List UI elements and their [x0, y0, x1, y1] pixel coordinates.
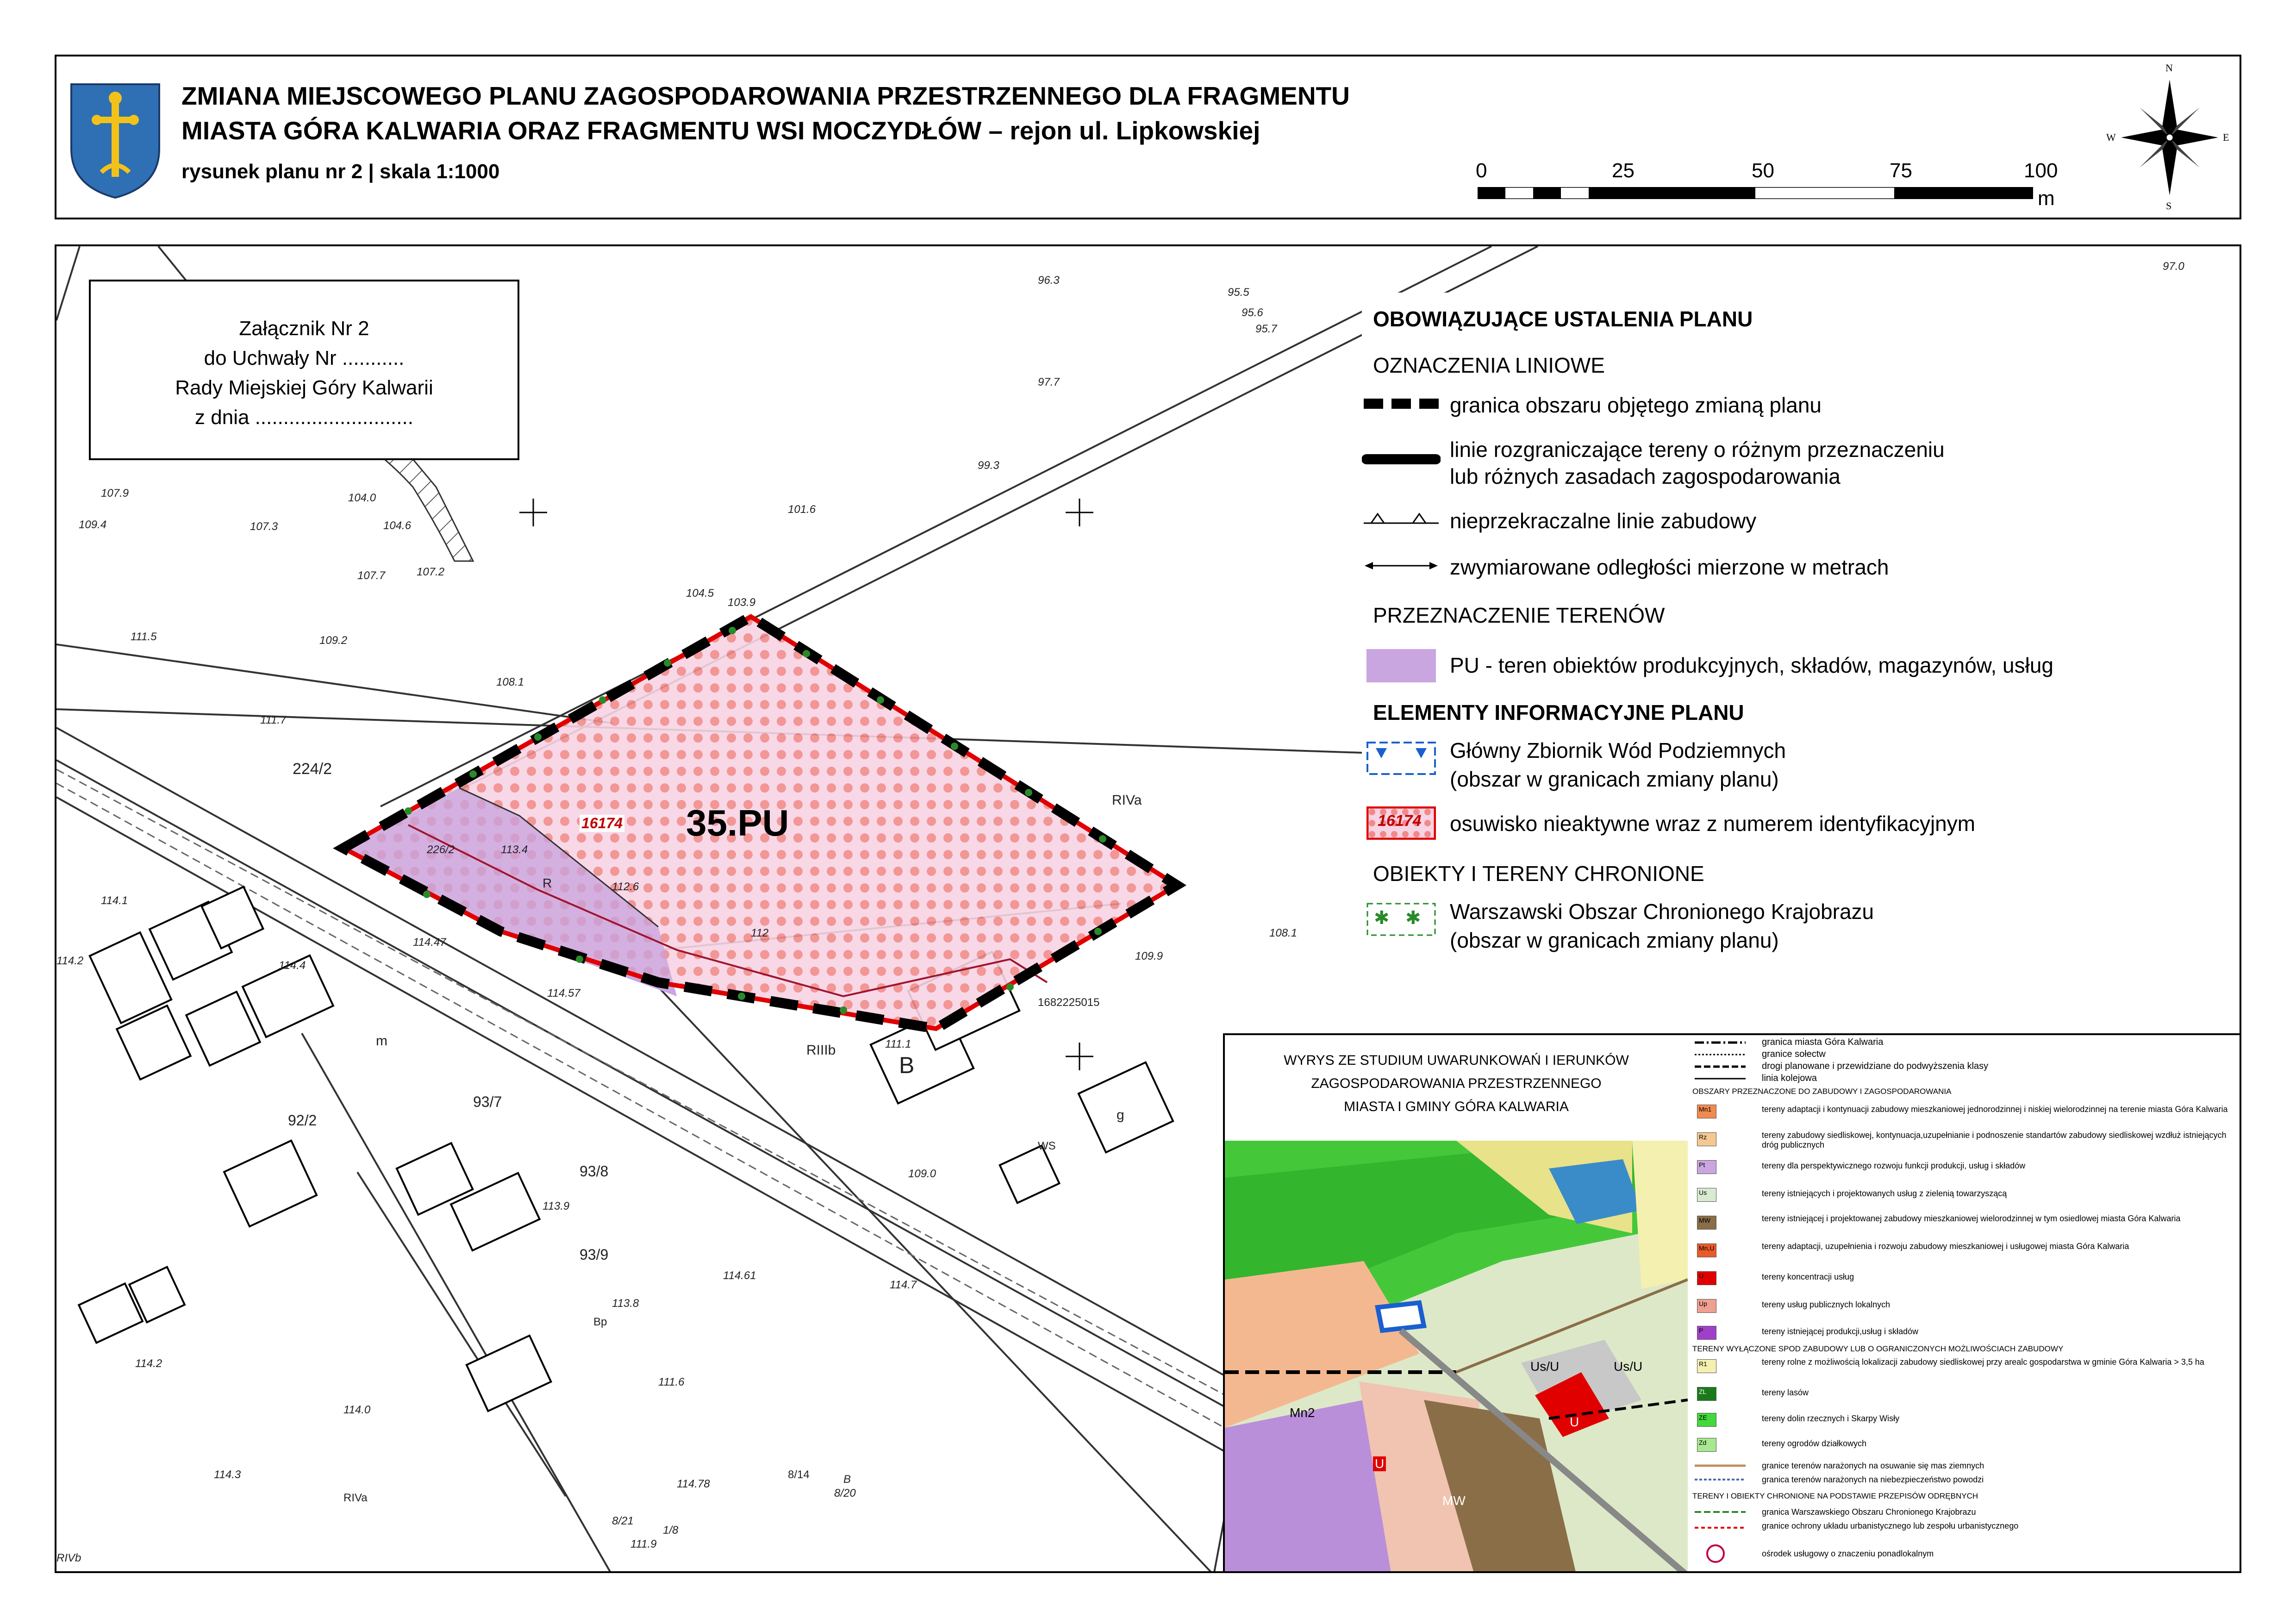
- map-label: g: [1117, 1107, 1124, 1123]
- inset-legend-code: Mn1: [1699, 1106, 1712, 1113]
- inset-zone-label: Mn2: [1290, 1405, 1315, 1420]
- legend-heading: OBOWIĄZUJĄCE USTALENIA PLANU: [1373, 307, 1753, 331]
- map-label: 114.61: [723, 1269, 756, 1282]
- map-label: m: [376, 1033, 387, 1049]
- map-label: 114.2: [135, 1357, 162, 1370]
- compass-rose-icon: [2112, 70, 2227, 205]
- inset-title: [1225, 1049, 1688, 1118]
- inset-legend-item: tereny dolin rzecznych i Skarpy Wisły: [1762, 1414, 1900, 1423]
- scale-label-50: 50: [1752, 159, 1774, 182]
- inset-legend-item: granica terenów narażonych na niebezpieczeństwo powodzi: [1762, 1475, 1984, 1484]
- legend-symbol-wock: [1366, 903, 1436, 936]
- map-label: 101.6: [788, 503, 816, 516]
- map-label: 109.4: [79, 518, 107, 531]
- inset-legend-item: granica Warszawskiego Obszaru Chronionego Krajobrazu: [1762, 1507, 1976, 1517]
- map-label: 111.5: [131, 631, 157, 643]
- map-label: 108.1: [1269, 927, 1298, 939]
- map-label: 99.3: [978, 459, 999, 472]
- inset-title-line-1: WYRYS ZE STUDIUM UWARUNKOWAŃ I IERUNKÓW: [1284, 1053, 1629, 1068]
- scale-label-100: 100: [2024, 159, 2058, 182]
- inset-zone-label: MW: [1442, 1493, 1466, 1508]
- map-label: 95.5: [1228, 286, 1249, 299]
- scale-label-0: 0: [1476, 159, 1487, 182]
- legend-swatch-pu: [1366, 649, 1436, 682]
- inset-legend-item: tereny istniejącej i projektowanej zabudowy mieszkaniowej wielorodzinnej w tym osiedlowej miasta Góra Kalwaria: [1762, 1214, 2181, 1223]
- svg-text:✱: ✱: [1405, 908, 1421, 928]
- map-label: 107.9: [101, 487, 129, 500]
- inset-legend-risk-lines: [1692, 1461, 1748, 1489]
- compass-n: N: [2165, 62, 2173, 74]
- map-label: 97.7: [1038, 376, 1060, 388]
- landslide-id-label: 16174: [580, 815, 624, 832]
- inset-title-line-2: ZAGOSPODAROWANIA PRZESTRZENNEGO: [1311, 1076, 1602, 1091]
- legend-section-lines: OZNACZENIA LINIOWE: [1373, 353, 1605, 377]
- map-label: 109.2: [319, 634, 348, 647]
- compass-e: E: [2223, 131, 2229, 143]
- inset-legend-item: tereny lasów: [1762, 1388, 1809, 1397]
- inset-legend-item: TERENY WYŁĄCZONE SPOD ZABUDOWY LUB O OGRANICZONYCH MOŻLIWOŚCIACH ZABUDOWY: [1692, 1344, 2064, 1353]
- inset-legend-item: linia kolejowa: [1762, 1073, 1817, 1083]
- map-label: 114.47: [413, 936, 446, 949]
- map-label: Bp: [593, 1316, 607, 1328]
- inset-legend-item: tereny koncentracji usług: [1762, 1272, 1854, 1281]
- map-label: 8/21: [612, 1515, 634, 1527]
- study-extract-inset: [1223, 1033, 2241, 1573]
- map-label: 111.1: [885, 1038, 911, 1050]
- inset-legend-item: TERENY I OBIEKTY CHRONIONE NA PODSTAWIE PRZEPISÓW ODRĘBNYCH: [1692, 1492, 1978, 1500]
- legend-landslide-id: 16174: [1378, 812, 1422, 830]
- map-label: 111.9: [630, 1538, 657, 1550]
- inset-legend-code: Rz: [1699, 1133, 1707, 1141]
- map-label: 113.9: [543, 1200, 570, 1212]
- plan-subtitle: rysunek planu nr 2 | skala 1:1000: [181, 160, 500, 183]
- legend-section-purpose: PRZEZNACZENIE TERENÓW: [1373, 603, 1665, 627]
- legend-section-protected: OBIEKTY I TERENY CHRONIONE: [1373, 862, 1704, 886]
- inset-legend-item: OBSZARY PRZEZNACZONE DO ZABUDOWY I ZAGOSPODAROWANIA: [1692, 1087, 1952, 1096]
- inset-legend-item: tereny istniejących i projektowanych usług z zielenią towarzyszącą: [1762, 1189, 2007, 1198]
- map-label: 111.6: [658, 1376, 685, 1388]
- map-label: 96.3: [1038, 274, 1060, 287]
- map-label: 114.0: [343, 1404, 371, 1416]
- legend-item-gzwp-2: (obszar w granicach zmiany planu): [1450, 767, 1779, 791]
- inset-legend-code: R1: [1699, 1360, 1707, 1368]
- legend-symbol-gzwp: [1366, 742, 1436, 775]
- map-label: 113.8: [612, 1297, 639, 1310]
- attachment-line-1: Załącznik Nr 2: [239, 317, 369, 340]
- plan-title-line-1: ZMIANA MIEJSCOWEGO PLANU ZAGOSPODAROWANIA PRZESTRZENNEGO DLA FRAGMENTU: [181, 81, 1350, 110]
- map-label: 97.0: [2163, 260, 2184, 273]
- legend-item-building-line: nieprzekraczalne linie zabudowy: [1450, 509, 1757, 533]
- inset-legend-code: Zd: [1699, 1439, 1707, 1446]
- map-label: RIVa: [1112, 793, 1142, 808]
- legend-symbol-dimension: [1362, 556, 1441, 575]
- map-label: 114.2: [56, 955, 84, 967]
- map-label: 112: [751, 927, 769, 939]
- map-label: RIIIb: [806, 1043, 836, 1058]
- map-label: 107.2: [417, 566, 445, 578]
- inset-zone-label: U: [1570, 1415, 1579, 1429]
- map-label: 114.1: [101, 894, 128, 907]
- inset-legend: [1688, 1035, 2241, 1573]
- title-block: [55, 55, 2241, 219]
- inset-legend-item: granice ochrony układu urbanistycznego lub zespołu urbanistycznego: [1762, 1521, 2019, 1530]
- inset-legend-code: Pt: [1699, 1161, 1705, 1168]
- inset-legend-item: tereny usług publicznych lokalnych: [1762, 1300, 1890, 1309]
- compass-w: W: [2106, 131, 2116, 143]
- map-label: 108.1: [496, 676, 524, 688]
- map-label: 113.4: [501, 843, 528, 856]
- inset-legend-code: Mn,U: [1699, 1244, 1715, 1252]
- legend-item-boundary: granica obszaru objętego zmianą planu: [1450, 393, 1822, 417]
- map-label: 93/9: [580, 1246, 609, 1263]
- compass-s: S: [2166, 200, 2172, 212]
- scale-unit: m: [2038, 187, 2055, 210]
- map-label: 111.7: [260, 714, 287, 726]
- inset-zone-label: U: [1373, 1456, 1386, 1471]
- legend-item-wock-2: (obszar w granicach zmiany planu): [1450, 928, 1779, 952]
- inset-legend-code: Up: [1699, 1300, 1707, 1307]
- map-label: 104.6: [383, 519, 412, 532]
- plan-title-line-2: MIASTA GÓRA KALWARIA ORAZ FRAGMENTU WSI MOCZYDŁÓW – rejon ul. Lipkowskiej: [181, 116, 1260, 145]
- inset-legend-code: ZE: [1699, 1414, 1707, 1421]
- map-label: 114.57: [547, 987, 580, 999]
- inset-zone-label: Us/U: [1614, 1359, 1643, 1374]
- map-label: B: [843, 1473, 851, 1486]
- inset-legend-item: tereny dla perspektywicznego rozwoju funkcji produkcji, usług i składów: [1762, 1161, 2026, 1170]
- map-label: RIVb: [56, 1552, 81, 1564]
- inset-legend-item: drogi planowane i przewidziane do podwyższenia klasy: [1762, 1061, 1989, 1071]
- map-label: 109.9: [1135, 950, 1163, 962]
- scale-bar-graphic: [1478, 187, 2033, 199]
- attachment-line-4: z dnia ............................: [195, 406, 413, 429]
- legend-symbol-boundary: [1362, 394, 1441, 413]
- inset-legend-item: granice terenów narażonych na osuwanie się mas ziemnych: [1762, 1461, 1984, 1470]
- zone-label-35pu: 35.PU: [686, 802, 789, 843]
- map-label: 114.78: [677, 1478, 710, 1490]
- legend-item-division-2: lub różnych zasadach zagospodarowania: [1450, 464, 1841, 488]
- map-label: B: [899, 1052, 915, 1078]
- legend-item-division-1: linie rozgraniczające tereny o różnym przeznaczeniu: [1450, 437, 1945, 462]
- attachment-line-2: do Uchwały Nr ...........: [204, 347, 405, 369]
- inset-legend-item: tereny zabudowy siedliskowej, kontynuacja,uzupełnianie i podnoszenie standartów zabudowy siedliskowej wzdłuż istniejących dróg publicznych: [1762, 1131, 2227, 1149]
- scale-bar: [1478, 159, 2079, 210]
- map-label: 1682225015: [1038, 996, 1100, 1009]
- north-arrow: [2106, 62, 2229, 212]
- map-label: 114.3: [214, 1468, 241, 1481]
- map-label: 104.0: [348, 492, 376, 504]
- map-label: RIVa: [343, 1492, 368, 1504]
- svg-text:✱: ✱: [1374, 908, 1390, 928]
- map-label: R: [543, 876, 552, 890]
- inset-legend-item: granica miasta Góra Kalwaria: [1762, 1037, 1884, 1047]
- legend-section-info: ELEMENTY INFORMACYJNE PLANU: [1373, 700, 1744, 725]
- inset-legend-code: MW: [1699, 1217, 1710, 1224]
- inset-legend-item: granice sołectw: [1762, 1049, 1826, 1059]
- map-label: 93/7: [473, 1093, 502, 1110]
- map-label: 114.7: [890, 1279, 917, 1291]
- inset-legend-item: tereny rolne z możliwością lokalizacji zabudowy siedliskowej przy arealc gospodarstwa w gminie Góra Kalwaria > 3,5 ha: [1762, 1357, 2204, 1367]
- legend-symbol-building-line: [1362, 509, 1441, 528]
- scale-label-75: 75: [1890, 159, 1912, 182]
- inset-legend-code: ZL: [1699, 1388, 1707, 1395]
- inset-legend-item: ośrodek usługowy o znaczeniu ponadlokalnym: [1762, 1549, 1934, 1558]
- attachment-box: [89, 280, 519, 460]
- inset-zone-label: Us/U: [1530, 1359, 1560, 1374]
- coat-of-arms-icon: [67, 80, 164, 200]
- map-label: 95.7: [1255, 323, 1277, 335]
- inset-legend-code: P: [1699, 1327, 1703, 1334]
- map-label: WS: [1038, 1140, 1056, 1152]
- map-label: 109.0: [908, 1168, 936, 1180]
- map-label: 92/2: [288, 1112, 317, 1129]
- map-label: 8/14: [788, 1468, 810, 1481]
- map-label: 103.9: [728, 596, 756, 609]
- map-frame: [55, 244, 2241, 1573]
- attachment-line-3: Rady Miejskiej Góry Kalwarii: [175, 376, 433, 399]
- map-label: 107.7: [357, 569, 386, 582]
- map-label: 95.6: [1242, 306, 1263, 319]
- legend-item-landslide: osuwisko nieaktywne wraz z numerem identyfikacyjnym: [1450, 812, 1976, 836]
- inset-title-line-3: MIASTA I GMINY GÓRA KALWARIA: [1344, 1099, 1569, 1114]
- inset-legend-code: Us: [1699, 1189, 1707, 1196]
- legend-symbol-division: [1362, 450, 1441, 468]
- map-label: 112.6: [612, 881, 639, 893]
- map-label: 107.3: [250, 520, 278, 533]
- map-label: 93/8: [580, 1163, 609, 1180]
- map-label: 8/20: [834, 1487, 856, 1499]
- map-label: 224/2: [293, 760, 332, 778]
- inset-legend-protected-symbols: [1692, 1507, 1748, 1568]
- legend-item-pu: PU - teren obiektów produkcyjnych, składów, magazynów, usług: [1450, 653, 2053, 677]
- scale-label-25: 25: [1612, 159, 1635, 182]
- legend-item-dimension: zwymiarowane odległości mierzone w metrach: [1450, 555, 1889, 579]
- inset-legend-item: tereny istniejącej produkcji,usług i składów: [1762, 1327, 1919, 1336]
- inset-legend-item: tereny ogrodów działkowych: [1762, 1439, 1867, 1448]
- map-label: 114.4: [279, 959, 306, 972]
- inset-legend-item: tereny adaptacji i kontynuacji zabudowy mieszkaniowej jednorodzinnej i niskiej wielorodzinnej na terenie miasta Góra Kalwaria: [1762, 1105, 2228, 1114]
- legend-item-gzwp-1: Główny Zbiornik Wód Podziemnych: [1450, 738, 1786, 762]
- inset-legend-code: U: [1699, 1272, 1704, 1280]
- map-label: 226/2: [427, 843, 455, 856]
- map-label: 1/8: [663, 1524, 679, 1537]
- map-label: 104.5: [686, 587, 714, 600]
- legend-item-wock-1: Warszawski Obszar Chronionego Krajobrazu: [1450, 899, 1874, 924]
- inset-legend-item: tereny adaptacji, uzupełnienia i rozwoju zabudowy mieszkaniowej i usługowej miasta Góra Kalwaria: [1762, 1242, 2129, 1251]
